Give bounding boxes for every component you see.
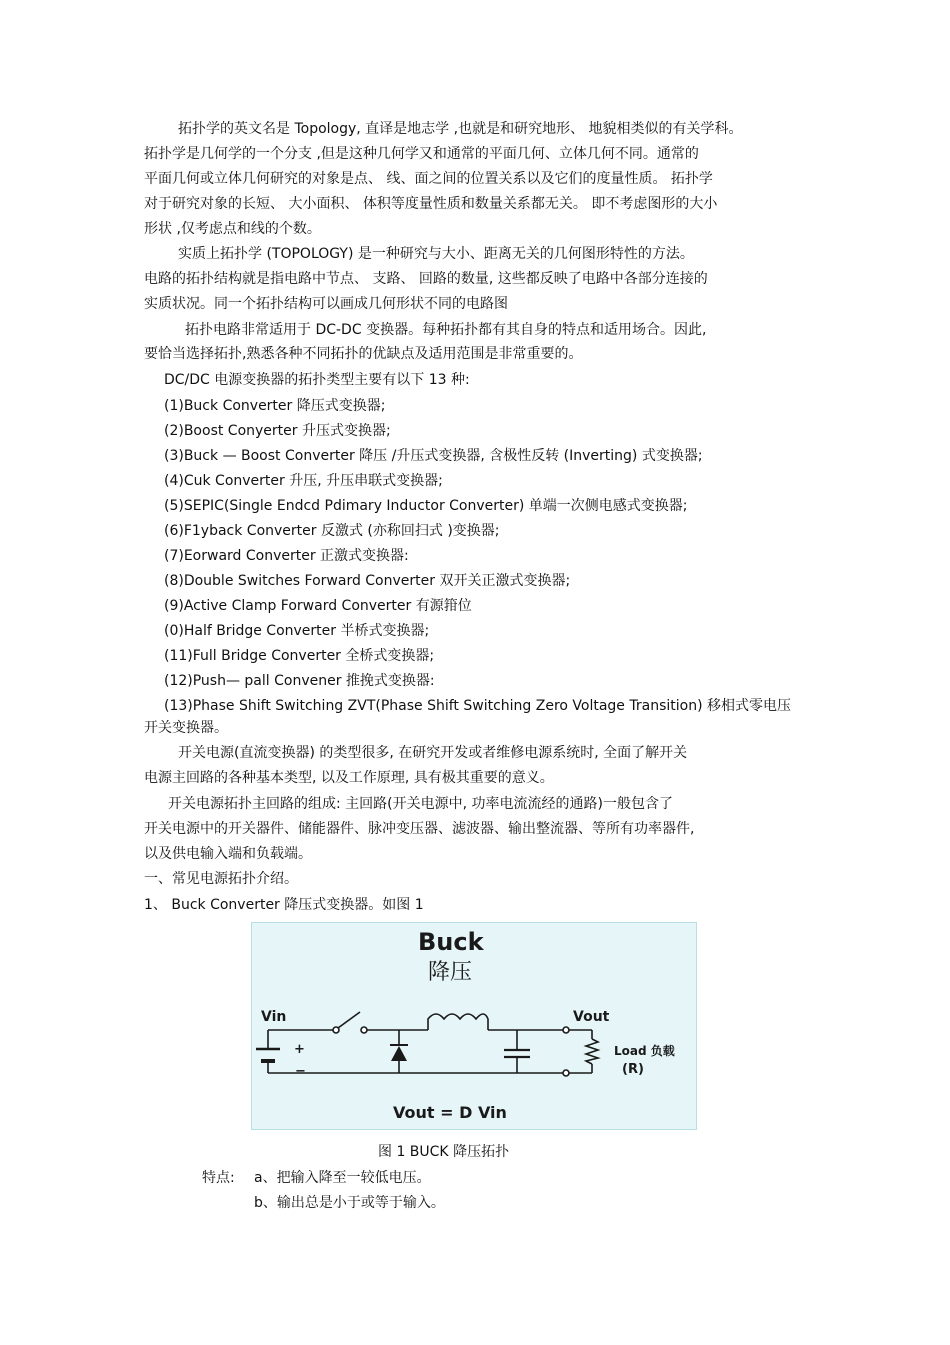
p1-line-1: 拓扑学的英文名是 Topology, 直译是地志学 ,也就是和研究地形、 地貌相类似的有关学科。 [178,121,743,137]
list-item-10: (0)Half Bridge Converter 半桥式变换器; [164,623,430,639]
list-item-1: (1)Buck Converter 降压式变换器; [164,398,386,414]
features-label: 特点: [202,1170,235,1186]
vout-label: Vout [573,1009,610,1025]
list-item-12: (12)Push— pall Convener 推挽式变换器: [164,673,435,689]
output-terminal-bottom [563,1070,569,1076]
list-item-5: (5)SEPIC(Single Endcd Pdimary Inductor Converter) 单端一次侧电感式变换器; [164,498,688,514]
list-item-13: (13)Phase Shift Switching ZVT(Phase Shift Switching Zero Voltage Transition) 移相式零电压 [164,698,791,714]
section-heading: 一、常见电源拓扑介绍。 [144,871,298,887]
p3-line-1: 拓扑电路非常适用于 DC-DC 变换器。每种拓扑都有其自身的特点和适用场合。因此, [185,322,707,338]
p2-line-3: 实质状况。同一个拓扑结构可以画成几何形状不同的电路图 [144,296,508,312]
switch-contact-left [333,1027,339,1033]
p2-line-2: 电路的拓扑结构就是指电路中节点、 支路、 回路的数量, 这些都反映了电路中各部分连接的 [144,271,708,287]
feature-a: a、把输入降至一较低电压。 [254,1170,431,1186]
feature-b: b、输出总是小于或等于输入。 [254,1195,445,1211]
list-item-11: (11)Full Bridge Converter 全桥式变换器; [164,648,435,664]
p5-line-2: 开关电源中的开关器件、储能器件、脉冲变压器、滤波器、输出整流器、等所有功率器件, [144,821,695,837]
list-item-7: (7)Eorward Converter 正激式变换器: [164,548,409,564]
list-intro: DC/DC 电源变换器的拓扑类型主要有以下 13 种: [164,372,470,388]
inductor-coil [428,1014,488,1030]
p5-line-1: 开关电源拓扑主回路的组成: 主回路(开关电源中, 功率电流流经的通路)一般包含了 [168,796,673,812]
item-1-buck: 1、 Buck Converter 降压式变换器。如图 1 [144,897,424,913]
load-r-label: (R) [622,1062,644,1077]
formula-label: Vout = D Vin [393,1103,507,1122]
switch-blade [338,1012,360,1028]
p2-line-1: 实质上拓扑学 (TOPOLOGY) 是一种研究与大小、距离无关的几何图形特性的方法。 [178,246,694,262]
list-item-6: (6)F1yback Converter 反激式 (亦称回扫式 )变换器; [164,523,500,539]
list-item-3: (3)Buck — Boost Converter 降压 /升压式变换器, 含极性反转 (Inverting) 式变换器; [164,448,703,464]
plus-sign: + [294,1042,305,1057]
buck-circuit-figure [251,922,697,1130]
load-label: Load 负载 [614,1044,675,1058]
vin-label: Vin [261,1009,287,1025]
list-item-8: (8)Double Switches Forward Converter 双开关正激式变换器; [164,573,571,589]
resistor-zigzag [586,1039,598,1064]
p1-line-4: 对于研究对象的长短、 大小面积、 体积等度量性质和数量关系都无关。 即不考虑图形的大小 [144,196,718,212]
p1-line-2: 拓扑学是几何学的一个分支 ,但是这种几何学又和通常的平面几何、立体几何不同。通常的 [144,146,699,162]
buck-circuit-diagram [252,923,698,1131]
p1-line-3: 平面几何或立体几何研究的对象是点、 线、面之间的位置关系以及它们的度量性质。 拓扑学 [144,171,713,187]
figure-title-cn: 降压 [428,960,473,985]
list-item-9: (9)Active Clamp Forward Converter 有源箝位 [164,598,472,614]
output-terminal-top [563,1027,569,1033]
p5-line-3: 以及供电输入端和负载端。 [144,846,312,862]
p4-line-1: 开关电源(直流变换器) 的类型很多, 在研究开发或者维修电源系统时, 全面了解开关 [178,745,688,761]
switch-contact-right [361,1027,367,1033]
list-item-2: (2)Boost Conyerter 升压式变换器; [164,423,391,439]
list-item-13-tail: 开关变换器。 [144,720,228,736]
p1-line-5: 形状 ,仅考虑点和线的个数。 [144,221,321,237]
p3-line-2: 要恰当选择拓扑,熟悉各种不同拓扑的优缺点及适用范围是非常重要的。 [144,346,583,362]
figure-caption: 图 1 BUCK 降压拓扑 [378,1144,510,1160]
figure-title-en: Buck [418,928,484,956]
minus-sign: − [295,1064,306,1079]
p4-line-2: 电源主回路的各种基本类型, 以及工作原理, 具有极其重要的意义。 [144,770,554,786]
list-item-4: (4)Cuk Converter 升压, 升压串联式变换器; [164,473,443,489]
diode-triangle [391,1046,407,1061]
